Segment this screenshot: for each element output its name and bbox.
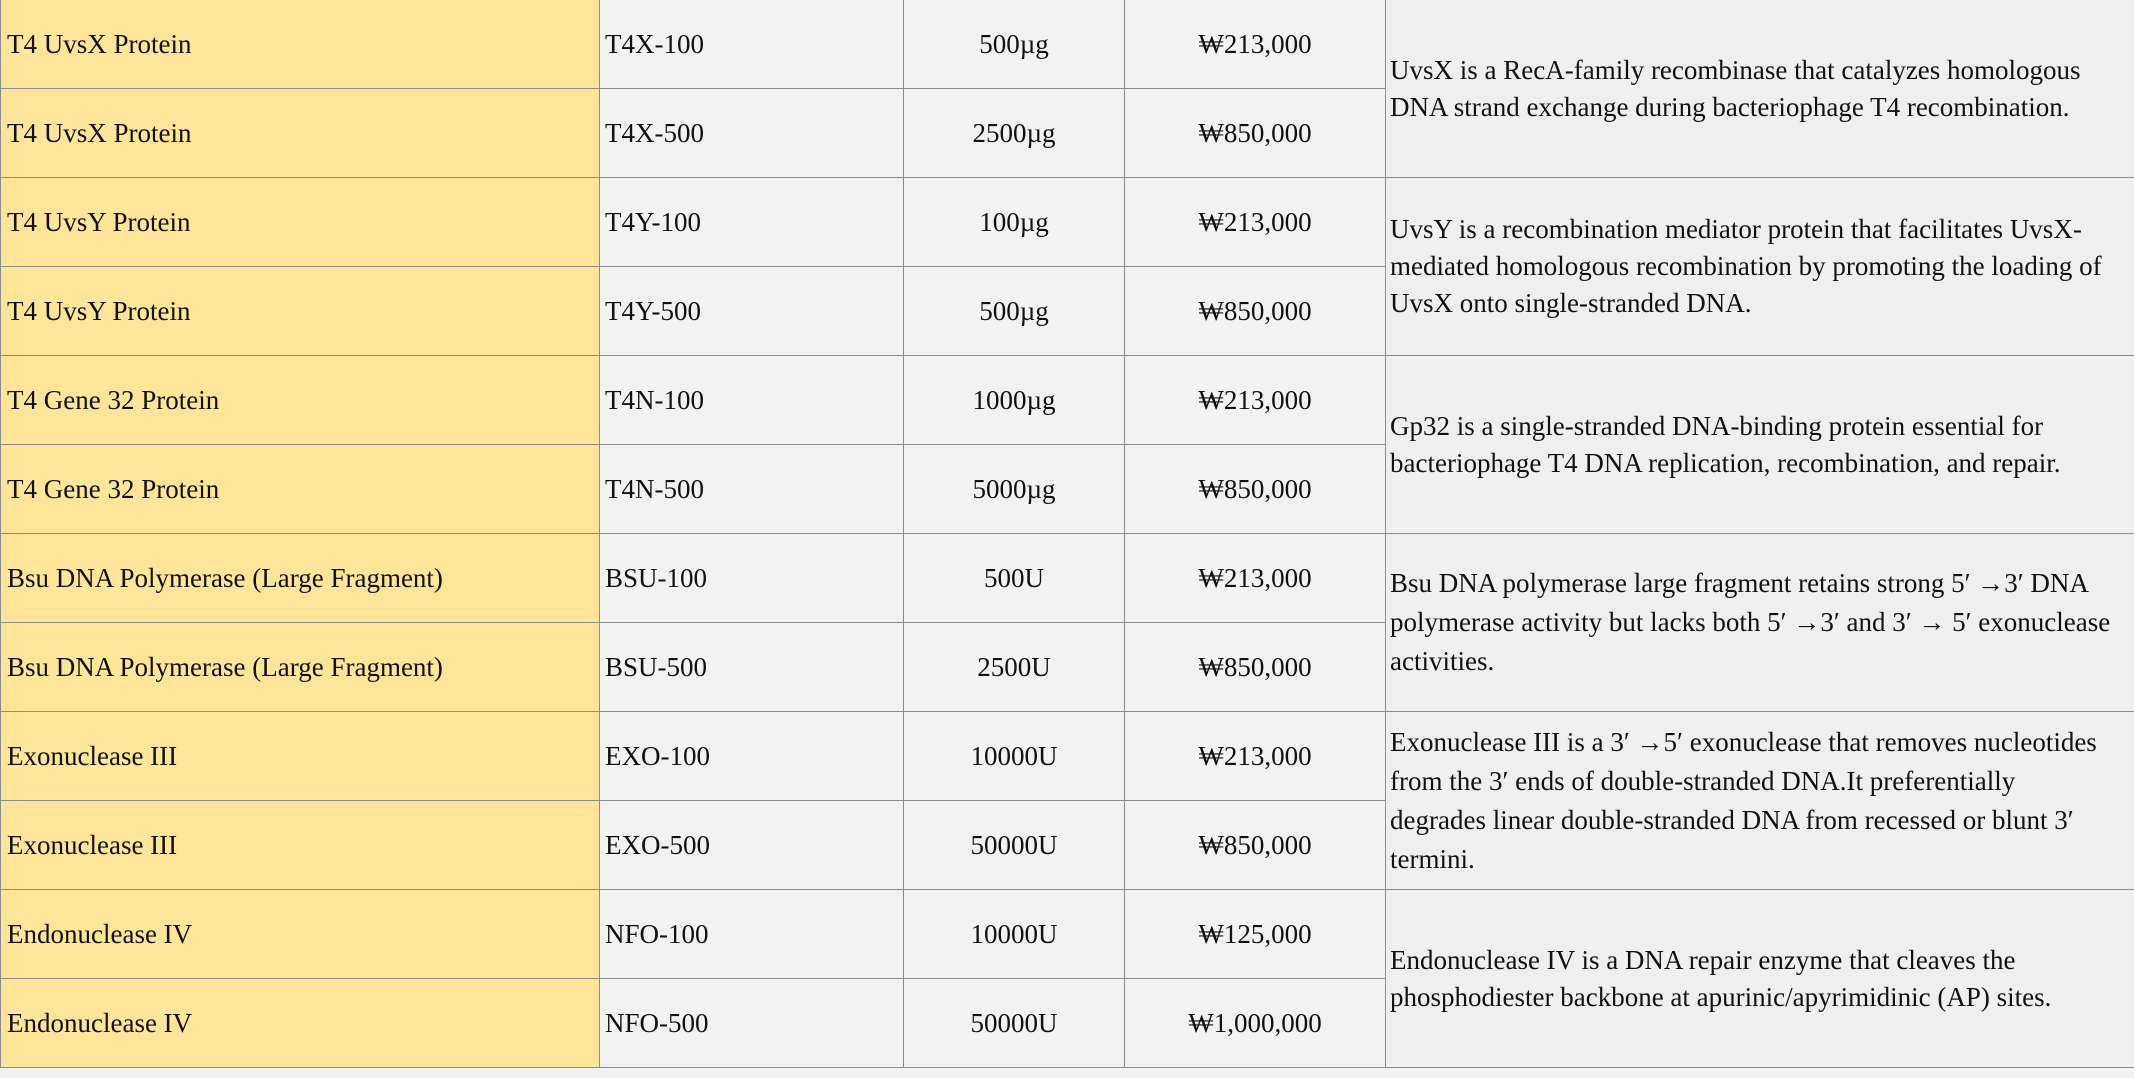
product-name-cell: Endonuclease IV	[1, 979, 600, 1068]
price-cell: ₩850,000	[1125, 623, 1386, 712]
quantity-cell: 10000U	[904, 712, 1125, 801]
product-name-cell: T4 UvsY Protein	[1, 178, 600, 267]
quantity-cell: 500µg	[904, 0, 1125, 89]
price-cell: ₩850,000	[1125, 89, 1386, 178]
quantity-cell: 500µg	[904, 267, 1125, 356]
catalog-code-cell: EXO-100	[600, 712, 904, 801]
quantity-cell: 10000U	[904, 890, 1125, 979]
product-name-cell: Endonuclease IV	[1, 890, 600, 979]
catalog-code-cell: T4N-100	[600, 356, 904, 445]
product-name-cell: T4 UvsY Protein	[1, 267, 600, 356]
price-cell: ₩213,000	[1125, 0, 1386, 89]
catalog-code-cell: T4Y-100	[600, 178, 904, 267]
price-cell: ₩213,000	[1125, 178, 1386, 267]
price-cell: ₩213,000	[1125, 356, 1386, 445]
catalog-code-cell: T4X-500	[600, 89, 904, 178]
catalog-code-cell: T4X-100	[600, 0, 904, 89]
table-row	[1, 178, 2134, 267]
table-row	[1, 534, 2134, 623]
quantity-cell: 50000U	[904, 801, 1125, 890]
quantity-cell: 500U	[904, 534, 1125, 623]
price-cell: ₩213,000	[1125, 712, 1386, 801]
quantity-cell: 5000µg	[904, 445, 1125, 534]
product-name-cell: T4 Gene 32 Protein	[1, 445, 600, 534]
description-cell-nfo: Endonuclease IV is a DNA repair enzyme that cleaves the phosphodiester backbone at apurinic/apyrimidinic (AP) sites.	[1386, 890, 2134, 1068]
catalog-code-cell: T4Y-500	[600, 267, 904, 356]
table-row	[1, 0, 2134, 89]
catalog-code-cell: T4N-500	[600, 445, 904, 534]
catalog-code-cell: BSU-100	[600, 534, 904, 623]
table-row	[1, 356, 2134, 445]
price-cell: ₩850,000	[1125, 801, 1386, 890]
product-name-cell: Bsu DNA Polymerase (Large Fragment)	[1, 534, 600, 623]
quantity-cell: 2500U	[904, 623, 1125, 712]
quantity-cell: 1000µg	[904, 356, 1125, 445]
table-row	[1, 890, 2134, 979]
price-cell: ₩125,000	[1125, 890, 1386, 979]
catalog-code-cell: EXO-500	[600, 801, 904, 890]
table-row	[1, 712, 2134, 801]
price-cell: ₩1,000,000	[1125, 979, 1386, 1068]
product-name-cell: T4 UvsX Protein	[1, 89, 600, 178]
quantity-cell: 2500µg	[904, 89, 1125, 178]
price-cell: ₩213,000	[1125, 534, 1386, 623]
product-name-cell: Exonuclease III	[1, 712, 600, 801]
quantity-cell: 50000U	[904, 979, 1125, 1068]
description-cell-uvsx: UvsX is a RecA-family recombinase that catalyzes homologous DNA strand exchange during bacteriophage T4 recombination.	[1386, 0, 2134, 178]
quantity-cell: 100µg	[904, 178, 1125, 267]
description-cell-gp32: Gp32 is a single-stranded DNA-binding protein essential for bacteriophage T4 DNA replication, recombination, and repair.	[1386, 356, 2134, 534]
price-cell: ₩850,000	[1125, 267, 1386, 356]
product-name-cell: T4 UvsX Protein	[1, 0, 600, 89]
product-name-cell: Exonuclease III	[1, 801, 600, 890]
product-name-cell: T4 Gene 32 Protein	[1, 356, 600, 445]
description-cell-bsu: Bsu DNA polymerase large fragment retains strong 5′ →3′ DNA polymerase activity but lacks both 5′ →3′ and 3′ → 5′ exonuclease activities.	[1386, 534, 2134, 712]
catalog-code-cell: NFO-500	[600, 979, 904, 1068]
catalog-code-cell: BSU-500	[600, 623, 904, 712]
catalog-code-cell: NFO-100	[600, 890, 904, 979]
description-cell-uvsy: UvsY is a recombination mediator protein that facilitates UvsX-mediated homologous recombination by promoting the loading of UvsX onto single-stranded DNA.	[1386, 178, 2134, 356]
price-cell: ₩850,000	[1125, 445, 1386, 534]
description-cell-exo: Exonuclease III is a 3′ →5′ exonuclease that removes nucleotides from the 3′ ends of double-stranded DNA.It preferentially degrades linear double-stranded DNA from recessed or blunt 3′ termini.	[1386, 712, 2134, 890]
product-name-cell: Bsu DNA Polymerase (Large Fragment)	[1, 623, 600, 712]
